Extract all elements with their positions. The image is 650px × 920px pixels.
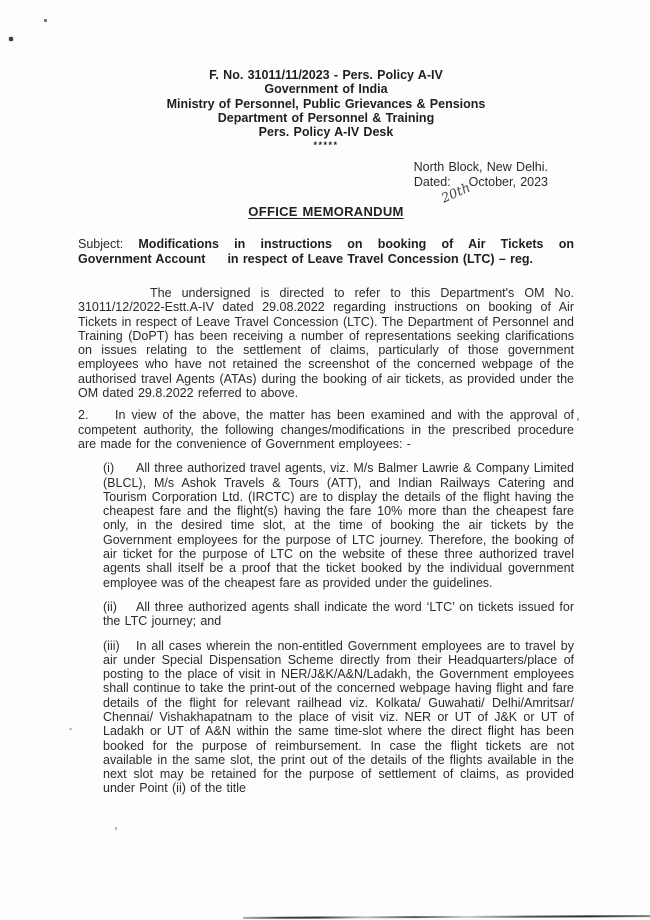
subject-label: Subject: [78,237,124,252]
scan-edge-line [243,915,650,919]
org-ministry: Ministry of Personnel, Public Grievances & Pensions [166,96,486,111]
list-item-ii-text: All three authorized agents shall indicate the word ‘LTC’ on tickets issued for the LTC journey; and [103,599,574,629]
subject-line-1 [78,237,574,251]
subject-text-2b: in respect of Leave Travel Concession (LTC) – reg. [227,251,534,266]
list-item-i [103,461,574,590]
date-text: October, 2023 [468,174,548,189]
paragraph-2-text: In view of the above, the matter has been examined and with the approval of competent authority, the following changes/modifications in the prescribed procedure are made for the convenience of Government employees: - [78,408,574,451]
list-item-iii-marker: (iii) [103,638,120,653]
list-item-ii [103,600,574,629]
org-department: Department of Personnel & Training [217,110,435,125]
memorandum-title [78,205,574,219]
list-item-ii-marker: (ii) [103,599,117,614]
date-line [78,174,548,207]
subject-block [78,237,574,266]
scan-speck [44,19,47,22]
paragraph-2 [78,408,574,451]
date-label: Dated: [413,174,451,189]
list-item-i-text: All three authorized travel agents, viz. M/s Balmer Lawrie & Company Limited (BLCL), M/s Ashok Travels & Tours (ATT), and Indian Railways Catering and Tourism Corporation Ltd. (IRCTC) are to display the details of the flight having the cheapest fare and the flight(s) having the fare 10% more than the cheapest fare only, in the desired time slot, at the time of booking the air tickets by the Government employees for the purpose of LTC journey. Therefore, the booking of air ticket for the purpose of LTC on the website of these three authorized travel agents shall itself be a proof that the ticket booked by the individual government employee was of the cheapest fare as provided under the guidelines. [103,461,574,590]
scan-speck [69,728,72,730]
subject-text-2a: Government Account [78,251,206,266]
list-item-i-marker: (i) [103,461,115,476]
subject-line-2 [78,252,574,266]
paragraph-1: The undersigned is directed to refer to this Department's OM No. 31011/12/2022-Estt.A-IV dated 29.08.2022 regarding instructions on booking of Air Tickets in respect of Leave Travel Concession (LTC). The Department of Personnel and Training (DoPT) has been receiving a number of representations seeking clarifications on issues relating to the settlement of claims, particularly of those government employees who have not retained the screenshot of the concerned webpage of the authorised travel Agents (ATAs) during the booking of air tickets, as provided under the OM dated 29.8.2022 referred to above. [78,285,574,401]
list-item-iii-text: In all cases wherein the non-entitled Government employees are to travel by air under Special Dispensation Scheme directly from their Headquarters/place of posting to the place of visit in NER/J&K/A&N/Ladakh, the Government employees shall continue to take the print-out of the concerned webpage having flight and fare details of the flight for relevant railhead viz. Kolkata/ Guwahati/ Delhi/Amritsar/ Chennai/ Vishakhapatnam to the place of visit viz. NER or UT of J&K or UT of Ladakh or UT of A&N within the same time-slot where the direct flight has been booked for the purpose of reimbursement. In case the flight tickets are not available in the same slot, the print out of the details of the flights available in the next slot may be retained for the purpose of settlement of claims, as provided under Point (ii) of the title [103,638,574,796]
asterisk-separator: ***** [313,140,339,151]
document-content [78,68,574,796]
scan-speck [577,418,579,421]
org-government: Government of India [264,82,388,97]
list-item-iii [103,639,574,796]
org-desk: Pers. Policy A-IV Desk [258,125,394,140]
scan-speck [115,827,117,830]
paragraph-2-number: 2. [78,408,89,423]
place-line: North Block, New Delhi. [413,160,548,175]
handwritten-date: 20th [438,180,473,207]
subject-text-1: Modifications in instructions on booking of Air Tickets on [138,237,574,252]
place-date-block [78,160,574,207]
file-number: F. No. 31011/11/2023 - Pers. Policy A-IV [209,68,443,82]
scan-speck [9,37,13,41]
memorandum-title-text: OFFICE MEMORANDUM [248,204,404,220]
